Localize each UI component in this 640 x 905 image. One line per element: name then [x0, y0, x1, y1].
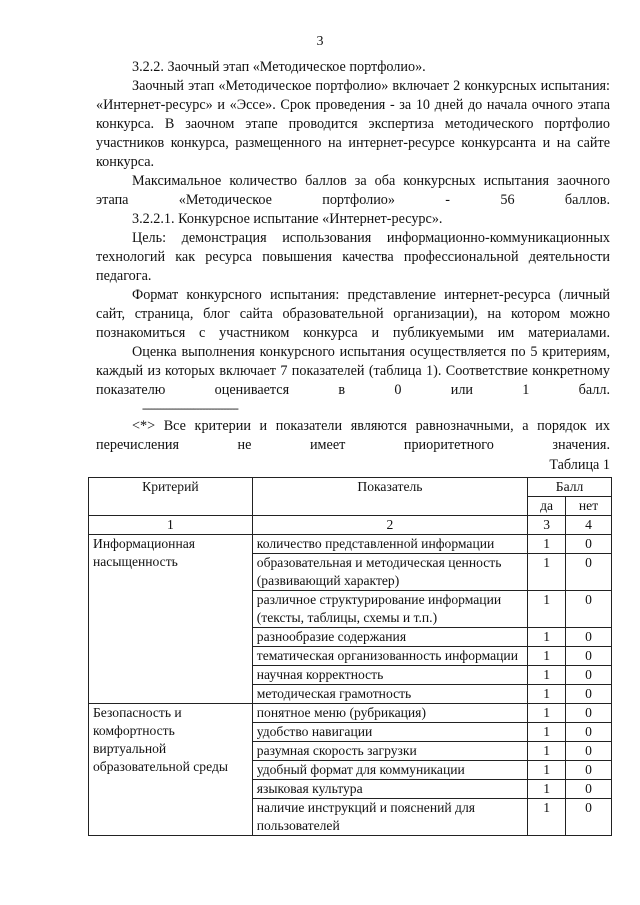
score-no-cell: 0: [566, 554, 612, 591]
column-number: 3: [528, 516, 566, 535]
indicator-cell: методическая грамотность: [252, 685, 527, 704]
table-column-numbers-row: [89, 516, 612, 535]
score-no-cell: 0: [566, 761, 612, 780]
page-number: 3: [316, 34, 324, 49]
score-no-cell: 0: [566, 723, 612, 742]
indicator-cell: разумная скорость загрузки: [252, 742, 527, 761]
score-no-cell: 0: [566, 742, 612, 761]
criteria-table: [88, 477, 612, 836]
score-no-cell: 0: [566, 535, 612, 554]
indicator-cell: различное структурирование информации (тексты, таблицы, схемы и т.п.): [252, 591, 527, 628]
indicator-cell: количество представленной информации: [252, 535, 527, 554]
score-yes-cell: 1: [528, 666, 566, 685]
column-number: 4: [566, 516, 612, 535]
score-yes-cell: 1: [528, 799, 566, 836]
score-yes-cell: 1: [528, 554, 566, 591]
table-row: [89, 535, 612, 554]
score-yes-cell: 1: [528, 685, 566, 704]
header-indicator: Показатель: [252, 478, 527, 516]
score-no-cell: 0: [566, 685, 612, 704]
header-yes: да: [528, 497, 566, 516]
header-score: Балл: [528, 478, 612, 497]
score-no-cell: 0: [566, 799, 612, 836]
score-yes-cell: 1: [528, 591, 566, 628]
indicator-cell: удобный формат для коммуникации: [252, 761, 527, 780]
indicator-cell: наличие инструкций и пояснений для пользователей: [252, 799, 527, 836]
score-no-cell: 0: [566, 666, 612, 685]
score-yes-cell: 1: [528, 704, 566, 723]
paragraph-format: Формат конкурсного испытания: представление интернет-ресурса (личный сайт, страница, блог сайта образовательной организации), на котором можно познакомиться с участником конкурса и публикуемыми им материалами.: [96, 287, 610, 341]
indicator-cell: тематическая организованность информации: [252, 647, 527, 666]
score-yes-cell: 1: [528, 742, 566, 761]
column-number: 2: [252, 516, 527, 535]
indicator-cell: языковая культура: [252, 780, 527, 799]
score-no-cell: 0: [566, 628, 612, 647]
indicator-cell: научная корректность: [252, 666, 527, 685]
paragraph-goal: Цель: демонстрация использования информационно-коммуникационных технологий как ресурса повышения качества профессиональной деятельности педагога.: [96, 230, 610, 284]
footnote-text: <*> Все критерии и показатели являются равнозначными, а порядок их перечисления не имеет приоритетного значения.: [96, 418, 610, 453]
section-heading-3-2-2: 3.2.2. Заочный этап «Методическое портфолио».: [132, 59, 426, 75]
paragraph-assessment: Оценка выполнения конкурсного испытания осуществляется по 5 критериям, каждый из которых включает 7 показателей (таблица 1). Соответствие конкретному показателю оценивается в 0 или 1 балл.: [96, 344, 610, 398]
header-no: нет: [566, 497, 612, 516]
score-yes-cell: 1: [528, 647, 566, 666]
score-yes-cell: 1: [528, 628, 566, 647]
score-yes-cell: 1: [528, 535, 566, 554]
paragraph-stage-description: Заочный этап «Методическое портфолио» включает 2 конкурсных испытания: «Интернет-ресурс» и «Эссе». Срок проведения - за 10 дней до начала очного этапа конкурса. В заочном этапе проводится экспертиза методического портфолио участников конкурса, размещенного на интернет-ресурсе конкурсанта и на сайте конкурса.: [96, 78, 610, 170]
table-header-row: [89, 478, 612, 497]
table-caption: Таблица 1: [549, 457, 610, 473]
criterion-cell: Информационная насыщенность: [89, 535, 253, 704]
table-row: [89, 704, 612, 723]
score-yes-cell: 1: [528, 780, 566, 799]
section-heading-3-2-2-1: 3.2.2.1. Конкурсное испытание «Интернет-ресурс».: [132, 211, 443, 227]
header-criterion: Критерий: [89, 478, 253, 516]
score-no-cell: 0: [566, 704, 612, 723]
indicator-cell: разнообразие содержания: [252, 628, 527, 647]
indicator-cell: удобство навигации: [252, 723, 527, 742]
footnote-separator: --------------------------------: [142, 401, 238, 415]
score-yes-cell: 1: [528, 761, 566, 780]
column-number: 1: [89, 516, 253, 535]
score-no-cell: 0: [566, 647, 612, 666]
criterion-cell: Безопасность и комфортность виртуальной образовательной среды: [89, 704, 253, 836]
body-text: [96, 58, 610, 475]
score-no-cell: 0: [566, 780, 612, 799]
indicator-cell: понятное меню (рубрикация): [252, 704, 527, 723]
score-no-cell: 0: [566, 591, 612, 628]
indicator-cell: образовательная и методическая ценность (развивающий характер): [252, 554, 527, 591]
paragraph-max-score: Максимальное количество баллов за оба конкурсных испытания заочного этапа «Методическое портфолио» - 56 баллов.: [96, 173, 610, 208]
score-yes-cell: 1: [528, 723, 566, 742]
